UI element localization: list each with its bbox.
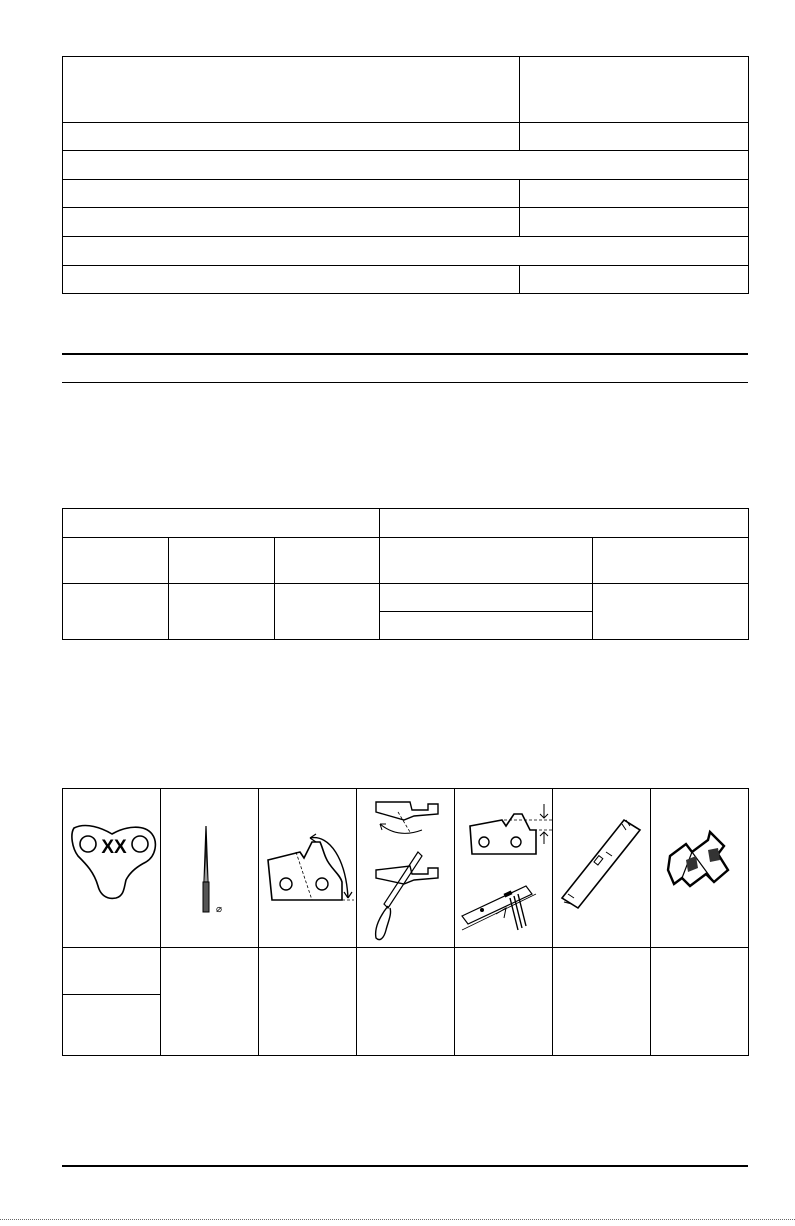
spec-section-row (63, 151, 749, 180)
chain-cutter-marking-icon (64, 790, 160, 947)
table-cell (63, 995, 161, 1056)
spec-cell (520, 57, 749, 123)
cutter-top-plate-angle-icon (260, 790, 356, 947)
bar-chain-table (62, 508, 749, 640)
table-cell (553, 948, 651, 1056)
file-holding-angle-icon (358, 790, 454, 947)
table-header (380, 509, 749, 538)
spec-table (62, 56, 749, 294)
table-subheader (593, 538, 749, 584)
sharpening-table (62, 788, 749, 1056)
spec-cell (520, 208, 749, 237)
table-cell (357, 948, 455, 1056)
table-cell (455, 948, 553, 1056)
footer-rule (62, 1165, 748, 1167)
illustration-cell (357, 789, 455, 948)
table-cell (380, 612, 593, 640)
illustration-cell (161, 789, 259, 948)
table-cell (380, 584, 593, 612)
illustration-cell (455, 789, 553, 948)
table-cell (63, 948, 161, 995)
cutter-marking-text: XX (100, 836, 127, 858)
illustration-cell (553, 789, 651, 948)
table-cell (169, 584, 275, 640)
spec-cell (63, 123, 520, 151)
table-cell (259, 948, 357, 1056)
table-cell (275, 584, 380, 640)
spec-cell (63, 180, 520, 208)
file-guide-icon (652, 790, 748, 947)
table-subheader (275, 538, 380, 584)
round-file-diameter-icon (162, 790, 258, 947)
spec-cell (520, 266, 749, 294)
spec-cell (63, 57, 520, 123)
spec-cell (520, 180, 749, 208)
diameter-symbol: ⌀ (215, 903, 222, 915)
table-subheader (63, 538, 169, 584)
table-subheader (169, 538, 275, 584)
depth-gauge-setting-icon (456, 790, 552, 947)
section-rule-bottom (62, 382, 748, 383)
illustration-cell (651, 789, 749, 948)
spec-cell (520, 123, 749, 151)
illustration-cell (259, 789, 357, 948)
table-cell (651, 948, 749, 1056)
table-header (63, 509, 380, 538)
spec-cell (63, 208, 520, 237)
spec-cell (63, 266, 520, 294)
depth-gauge-tool-icon (554, 790, 650, 947)
section-rule-top (62, 353, 748, 355)
table-cell (161, 948, 259, 1056)
table-cell (63, 584, 169, 640)
page-trim-line (0, 1219, 795, 1220)
spec-section-row (63, 237, 749, 266)
table-subheader (380, 538, 593, 584)
illustration-cell (63, 789, 161, 948)
table-cell (593, 584, 749, 640)
